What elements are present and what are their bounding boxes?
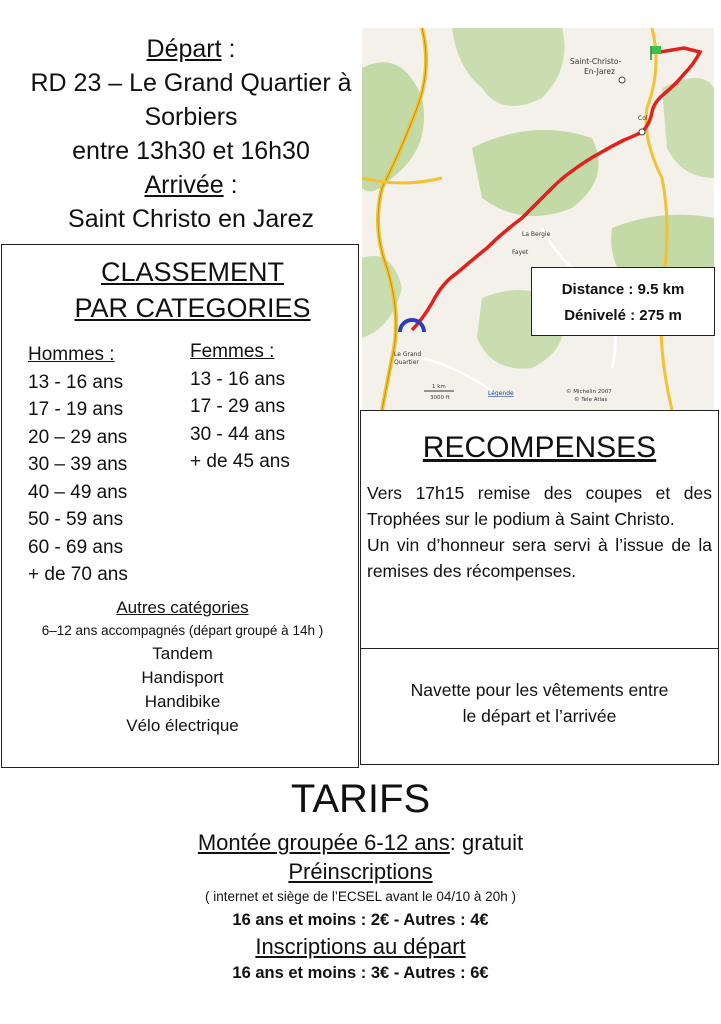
navette-line: le départ et l’arrivée <box>462 706 617 726</box>
start-finish-info <box>0 32 382 236</box>
femmes-column <box>190 338 290 476</box>
femmes-category: 13 - 16 ans <box>190 368 286 390</box>
map-legend-link[interactable]: Légende <box>488 390 514 397</box>
femmes-category: + de 45 ans <box>190 451 290 472</box>
depart-location-line1: RD 23 – Le Grand Quartier à <box>30 69 352 97</box>
map-scale-ft: 3000 ft <box>430 395 450 401</box>
preinscriptions-label: Préinscriptions <box>288 859 433 884</box>
depart-heading <box>0 32 382 66</box>
inscriptions-depart-label: Inscriptions au départ <box>255 934 466 959</box>
autres-categories <box>0 596 365 738</box>
hommes-category: 30 – 39 ans <box>28 454 128 475</box>
autres-item: Vélo électrique <box>126 716 239 735</box>
recompenses-paragraph: Un vin d’honneur sera servi à l’issue de la remises des récompenses. <box>367 535 712 581</box>
hommes-category: 50 - 59 ans <box>28 509 124 530</box>
autres-item: Handisport <box>141 668 224 687</box>
depart-label: Départ <box>146 35 222 63</box>
route-map-graphic <box>362 28 714 410</box>
classement-title <box>0 254 385 326</box>
map-town-label: Saint-Christo- <box>570 57 622 66</box>
autres-note: 6–12 ans accompagnés (départ groupé à 14h ) <box>41 623 324 638</box>
preinscriptions-note: ( internet et siège de l’ECSEL avant le 04/10 à 20h ) <box>205 889 516 904</box>
depart-time: entre 13h30 et 16h30 <box>72 137 310 165</box>
map-copyright: © Michelin 2007 <box>566 389 612 395</box>
tarifs-block <box>0 828 721 985</box>
hommes-label: Hommes : <box>28 344 115 365</box>
montee-value: : gratuit <box>449 830 524 855</box>
classement-title-line2: PAR CATEGORIES <box>74 293 311 323</box>
femmes-category: 17 - 29 ans <box>190 396 286 417</box>
tarifs-title: TARIFS <box>290 777 431 821</box>
arrivee-heading <box>0 168 382 202</box>
denivele-text: Dénivelé : 275 m <box>564 307 682 324</box>
arrivee-label: Arrivée <box>144 171 224 199</box>
classement-title-line1: CLASSEMENT <box>100 257 285 287</box>
hommes-category: 17 - 19 ans <box>28 399 124 420</box>
recompenses-paragraph: Vers 17h15 remise des coupes et des Trophées sur le podium à Saint Christo. <box>367 483 712 529</box>
femmes-label: Femmes : <box>190 341 275 362</box>
autres-label: Autres catégories <box>116 598 249 617</box>
autres-item: Handibike <box>144 692 221 711</box>
route-stats-box <box>531 267 715 336</box>
distance-text: Distance : 9.5 km <box>561 281 685 298</box>
hommes-category: 13 - 16 ans <box>28 371 124 393</box>
recompenses-title: RECOMPENSES <box>422 431 657 464</box>
map-place-label: Le Grand <box>394 351 422 358</box>
recompenses-text <box>367 480 712 584</box>
autres-item: Tandem <box>152 644 213 663</box>
preinscriptions-prices: 16 ans et moins : 2€ - Autres : 4€ <box>232 911 489 929</box>
montee-line <box>0 828 721 857</box>
depart-colon: : <box>221 35 236 63</box>
hommes-category: + de 70 ans <box>28 564 128 585</box>
hommes-category: 40 – 49 ans <box>28 481 128 503</box>
map-place-label: Fayet <box>512 249 529 256</box>
map-scale-km: 1 km <box>432 384 446 390</box>
navette-text <box>360 677 719 729</box>
route-map <box>362 28 714 410</box>
navette-line: Navette pour les vêtements entre <box>410 680 669 700</box>
montee-label: Montée groupée 6-12 ans <box>197 830 450 855</box>
arrivee-colon: : <box>223 171 238 199</box>
hommes-column <box>28 341 128 589</box>
map-copyright: © Tele Atlas <box>574 397 608 403</box>
finish-flag-icon <box>651 46 661 54</box>
femmes-category: 30 - 44 ans <box>190 423 286 445</box>
hommes-category: 20 – 29 ans <box>28 426 128 448</box>
depart-location-line2: Sorbiers <box>144 103 238 131</box>
map-place-label: Col <box>638 115 648 122</box>
arrivee-location: Saint Christo en Jarez <box>68 205 314 233</box>
map-place-label: Quartier <box>394 359 419 366</box>
inscriptions-depart-prices: 16 ans et moins : 3€ - Autres : 6€ <box>232 964 489 982</box>
map-place-label: La Bergie <box>522 231 551 238</box>
hommes-category: 60 - 69 ans <box>28 536 124 558</box>
map-town-label: En-Jarez <box>584 67 615 76</box>
